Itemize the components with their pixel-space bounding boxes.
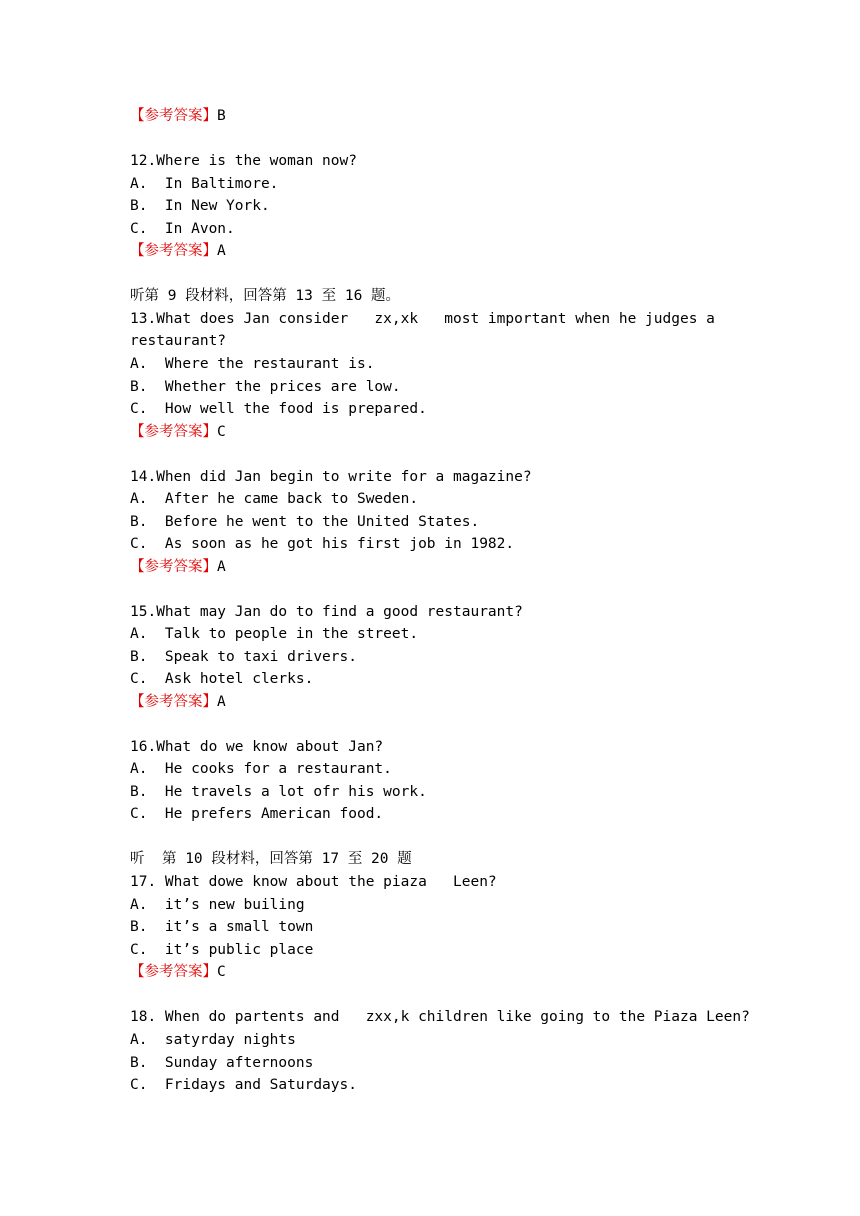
option-14-b: B. Before he went to the United States. [130, 514, 480, 530]
answer-value: C [217, 424, 226, 440]
option-17-a: A. it’s new builing [130, 897, 305, 913]
answer-label: 【参考答案】 [130, 559, 217, 575]
option-18-a: A. satyrday nights [130, 1032, 296, 1048]
answer-key-15 [130, 692, 226, 712]
option-12-a: A. In Baltimore. [130, 176, 279, 192]
question-13: 13.What does Jan consider zx,xk most important when he judges a [130, 311, 715, 327]
answer-key-12 [130, 241, 226, 261]
question-16: 16.What do we know about Jan? [130, 739, 384, 755]
option-16-b: B. He travels a lot ofr his work. [130, 784, 427, 800]
answer-label: 【参考答案】 [130, 424, 217, 440]
option-12-b: B. In New York. [130, 198, 270, 214]
option-16-a: A. He cooks for a restaurant. [130, 761, 392, 777]
answer-value: A [217, 694, 226, 710]
answer-value: A [217, 559, 226, 575]
answer-label: 【参考答案】 [130, 964, 217, 980]
answer-value: A [217, 243, 226, 259]
answer-label: 【参考答案】 [130, 108, 217, 124]
answer-key-17 [130, 962, 226, 982]
answer-label: 【参考答案】 [130, 694, 217, 710]
question-12: 12.Where is the woman now? [130, 153, 357, 169]
answer-key-13 [130, 422, 226, 442]
option-14-c: C. As soon as he got his first job in 1982. [130, 536, 515, 552]
option-18-c: C. Fridays and Saturdays. [130, 1077, 357, 1093]
answer-key-14 [130, 557, 226, 577]
option-17-b: B. it’s a small town [130, 919, 314, 935]
answer-value: B [217, 108, 226, 124]
option-18-b: B. Sunday afternoons [130, 1055, 314, 1071]
answer-label: 【参考答案】 [130, 243, 217, 259]
answer-key-11 [130, 106, 226, 126]
option-14-a: A. After he came back to Sweden. [130, 491, 419, 507]
question-13-continued: restaurant? [130, 333, 227, 349]
option-15-c: C. Ask hotel clerks. [130, 671, 314, 687]
option-13-b: B. Whether the prices are low. [130, 379, 401, 395]
question-17: 17. What dowe know about the piaza Leen? [130, 874, 497, 890]
option-16-c: C. He prefers American food. [130, 806, 384, 822]
question-14: 14.When did Jan begin to write for a magazine? [130, 469, 532, 485]
option-15-b: B. Speak to taxi drivers. [130, 649, 357, 665]
option-13-c: C. How well the food is prepared. [130, 401, 427, 417]
option-12-c: C. In Avon. [130, 221, 235, 237]
answer-value: C [217, 964, 226, 980]
option-15-a: A. Talk to people in the street. [130, 626, 419, 642]
section-heading-10: 听 第 10 段材料，回答第 17 至 20 题 [130, 851, 412, 867]
option-13-a: A. Where the restaurant is. [130, 356, 375, 372]
question-18: 18. When do partents and zxx,k children like going to the Piaza Leen? [130, 1009, 750, 1025]
section-heading-9: 听第 9 段材料，回答第 13 至 16 题。 [130, 288, 401, 304]
option-17-c: C. it’s public place [130, 942, 314, 958]
question-15: 15.What may Jan do to find a good restaurant? [130, 604, 523, 620]
